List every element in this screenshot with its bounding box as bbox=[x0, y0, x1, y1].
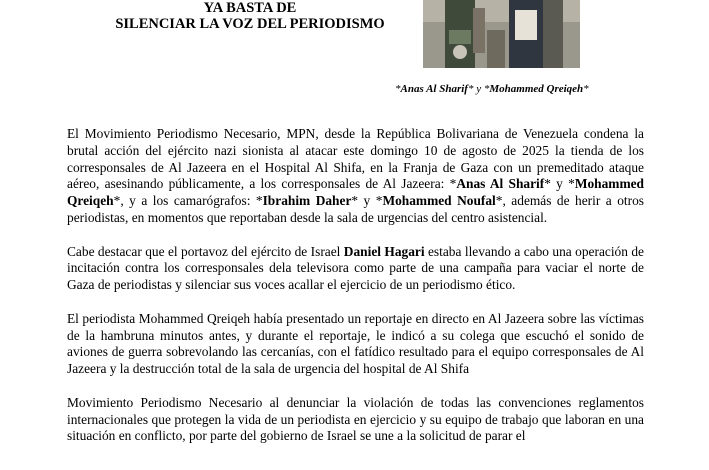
photo-caption: *Anas Al Sharif* y *Mohammed Qreiqeh* bbox=[395, 83, 589, 95]
journalists-photo bbox=[423, 0, 580, 68]
name-daniel-hagari: Daniel Hagari bbox=[343, 243, 425, 259]
caption-name-2: Mohammed Qreiqeh bbox=[489, 83, 584, 95]
paragraph-2: Cabe destacar que el portavoz del ejército de Israel Daniel Hagari estaba llevando a cabo una operación de incitación contra los corresponsales dela televisora como parte de una campaña para vaciar el norte de Gaza de periodistas y silenciar sus voces acallar el ejercicio de un periodismo ético. bbox=[67, 243, 644, 293]
name-mohammed-noufal: Mohammed Noufal bbox=[382, 193, 496, 209]
paragraph-4: Movimiento Periodismo Necesario al denunciar la violación de todas las convenciones reglamentos internacionales que protegen la vida de un periodista en ejercicio y su equipo de trabajo que laboran en una situación en conflicto, por parte del gobierno de Israel se une a la solicitud de parar el bbox=[67, 394, 644, 444]
photo-illustration bbox=[423, 0, 580, 68]
heading-line-1: YA BASTA DE bbox=[203, 0, 297, 16]
name-mohammed-qreiqeh: Mohammed Qreiqeh bbox=[67, 176, 645, 209]
document-heading bbox=[90, 0, 410, 32]
article-body bbox=[67, 126, 644, 462]
paragraph-3: El periodista Mohammed Qreiqeh había presentado un reportaje en directo en Al Jazeera sobre las víctimas de la hambruna minutos antes, y durante el reportaje, le indicó a su colega que escuchó el sonido de aviones de guerra sobrevolando las cercanías, con el fatídico resultado para el equipo corresponsales de Al Jazeera y la destrucción total de la sala de urgencia del hospital de Al Shifa bbox=[67, 310, 644, 377]
heading-line-2: SILENCIAR LA VOZ DEL PERIODISMO bbox=[115, 16, 385, 32]
name-ibrahim-daher: Ibrahim Daher bbox=[262, 193, 352, 209]
name-anas-al-sharif: Anas Al Sharif bbox=[456, 176, 545, 192]
paragraph-1: El Movimiento Periodismo Necesario, MPN, desde la República Bolivariana de Venezuela condena la brutal acción del ejército nazi sionista al atacar este domingo 10 de agosto de 2025 la tienda de los corresponsales de Al Jazeera en el Hospital Al Shifa, en la Franja de Gaza con un premeditado ataque aéreo, asesinando públicamente, a los corresponsales de Al Jazeera: *Anas Al Sharif* y *Mohammed Qreiqeh*, y a los camarógrafos: *Ibrahim Daher* y *Mohammed Noufal*, además de herir a otros periodistas, en momentos que reportaban desde la sala de urgencias del centro asistencial. bbox=[67, 126, 645, 225]
caption-name-1: Anas Al Sharif bbox=[400, 83, 468, 95]
